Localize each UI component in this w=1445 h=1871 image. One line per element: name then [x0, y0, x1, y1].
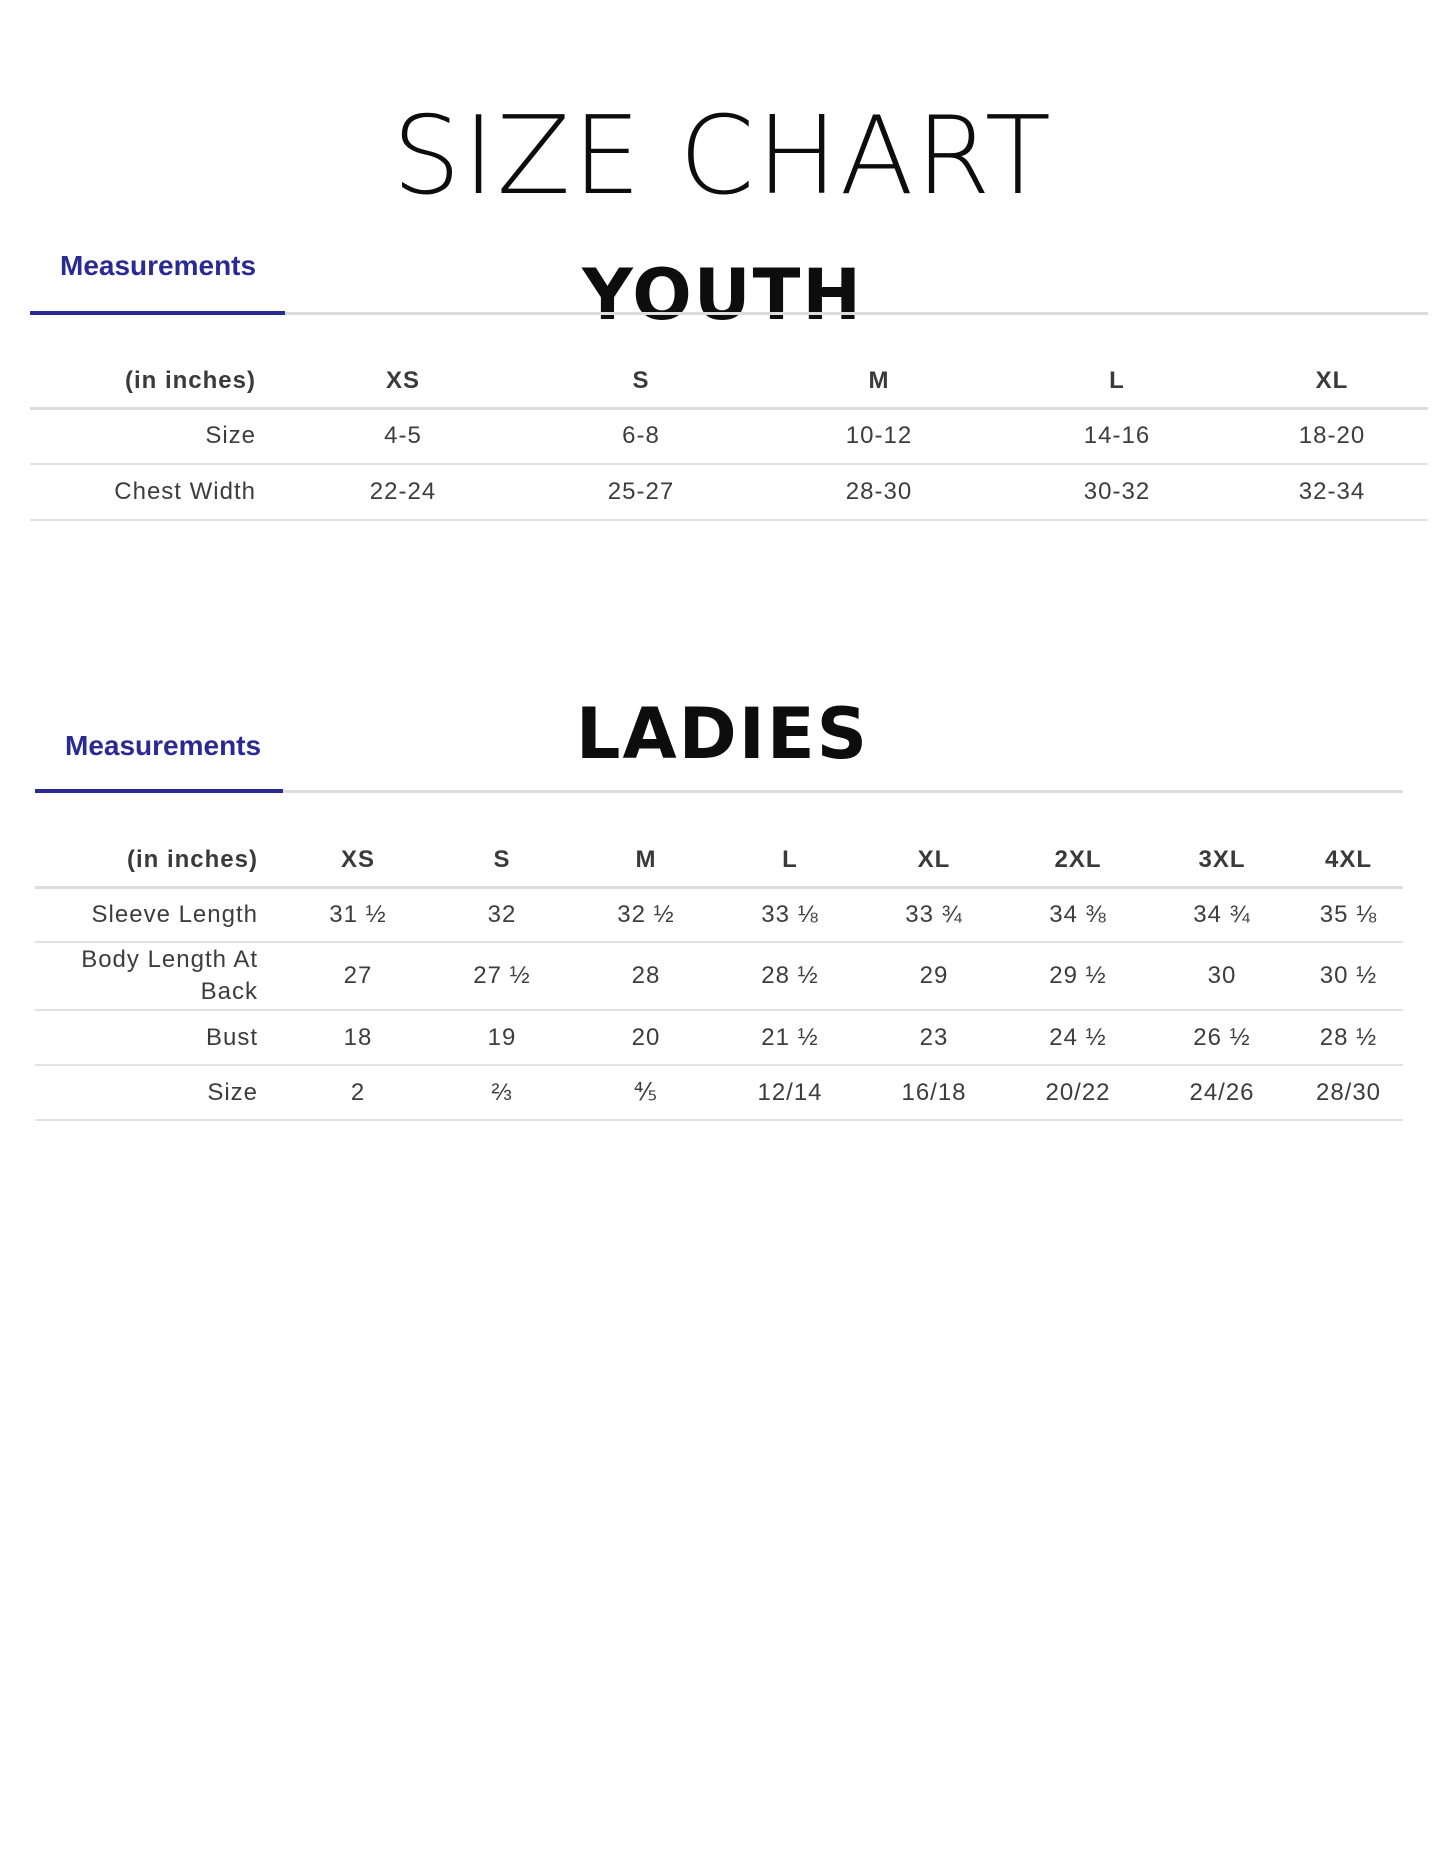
table-cell: 32-34	[1236, 464, 1428, 520]
row-label: Sleeve Length	[35, 887, 286, 942]
table-row	[35, 1065, 1403, 1120]
table-row	[35, 942, 1403, 1010]
table-cell: 32 ½	[574, 887, 718, 942]
table-cell: 28 ½	[718, 942, 862, 1010]
ladies-measurements-tab[interactable]: Measurements	[65, 730, 262, 761]
table-cell: 34 ⅜	[1006, 887, 1150, 942]
ladies-size-header: XS	[286, 834, 430, 887]
youth-size-table	[30, 355, 1428, 521]
youth-size-header: S	[522, 355, 760, 408]
table-cell: 2	[286, 1065, 430, 1120]
ladies-size-header: L	[718, 834, 862, 887]
table-cell: 12/14	[718, 1065, 862, 1120]
ladies-units-header: (in inches)	[35, 834, 286, 887]
ladies-size-table	[35, 834, 1403, 1121]
table-cell: ⅔	[430, 1065, 574, 1120]
youth-size-header: L	[998, 355, 1236, 408]
table-cell: 34 ¾	[1150, 887, 1294, 942]
ladies-tab-active-indicator	[35, 789, 283, 793]
table-cell: 24 ½	[1006, 1010, 1150, 1065]
table-cell: 20/22	[1006, 1065, 1150, 1120]
table-cell: 35 ⅛	[1294, 887, 1403, 942]
table-cell: 31 ½	[286, 887, 430, 942]
table-cell: 29 ½	[1006, 942, 1150, 1010]
table-cell: 18	[286, 1010, 430, 1065]
table-cell: 18-20	[1236, 408, 1428, 464]
ladies-size-header: M	[574, 834, 718, 887]
table-cell: 32	[430, 887, 574, 942]
ladies-size-header: S	[430, 834, 574, 887]
table-cell: 33 ⅛	[718, 887, 862, 942]
table-row	[30, 408, 1428, 464]
table-cell: 19	[430, 1010, 574, 1065]
youth-size-header: M	[760, 355, 998, 408]
table-cell: 27	[286, 942, 430, 1010]
table-cell: 29	[862, 942, 1006, 1010]
ladies-header-row	[35, 834, 1403, 887]
ladies-size-header: 2XL	[1006, 834, 1150, 887]
ladies-size-header: XL	[862, 834, 1006, 887]
table-cell: 25-27	[522, 464, 760, 520]
row-label: Body Length At Back	[35, 942, 286, 1010]
ladies-title: LADIES	[575, 693, 870, 776]
table-cell: 28/30	[1294, 1065, 1403, 1120]
ladies-size-header: 3XL	[1150, 834, 1294, 887]
youth-header-row	[30, 355, 1428, 408]
table-cell: ⅘	[574, 1065, 718, 1120]
table-cell: 28-30	[760, 464, 998, 520]
table-cell: 24/26	[1150, 1065, 1294, 1120]
youth-measurements-tab[interactable]: Measurements	[60, 250, 257, 281]
table-cell: 28	[574, 942, 718, 1010]
table-cell: 22-24	[284, 464, 522, 520]
table-cell: 21 ½	[718, 1010, 862, 1065]
row-label: Size	[30, 408, 284, 464]
table-cell: 6-8	[522, 408, 760, 464]
table-cell: 30-32	[998, 464, 1236, 520]
row-label: Bust	[35, 1010, 286, 1065]
row-label: Size	[35, 1065, 286, 1120]
youth-tab-bar	[30, 240, 1428, 315]
table-cell: 30	[1150, 942, 1294, 1010]
table-cell: 20	[574, 1010, 718, 1065]
table-cell: 16/18	[862, 1065, 1006, 1120]
ladies-size-header: 4XL	[1294, 834, 1403, 887]
table-cell: 27 ½	[430, 942, 574, 1010]
youth-title: YOUTH	[582, 254, 863, 337]
table-row	[30, 464, 1428, 520]
youth-tab-active-indicator	[30, 311, 285, 315]
table-cell: 26 ½	[1150, 1010, 1294, 1065]
table-cell: 23	[862, 1010, 1006, 1065]
table-row	[35, 1010, 1403, 1065]
table-cell: 10-12	[760, 408, 998, 464]
table-row	[35, 887, 1403, 942]
youth-units-header: (in inches)	[30, 355, 284, 408]
table-cell: 33 ¾	[862, 887, 1006, 942]
table-cell: 28 ½	[1294, 1010, 1403, 1065]
youth-size-header: XL	[1236, 355, 1428, 408]
table-cell: 4-5	[284, 408, 522, 464]
page-title: SIZE CHART	[392, 94, 1053, 220]
row-label: Chest Width	[30, 464, 284, 520]
table-cell: 14-16	[998, 408, 1236, 464]
youth-size-header: XS	[284, 355, 522, 408]
table-cell: 30 ½	[1294, 942, 1403, 1010]
ladies-tab-bar	[35, 720, 1403, 793]
